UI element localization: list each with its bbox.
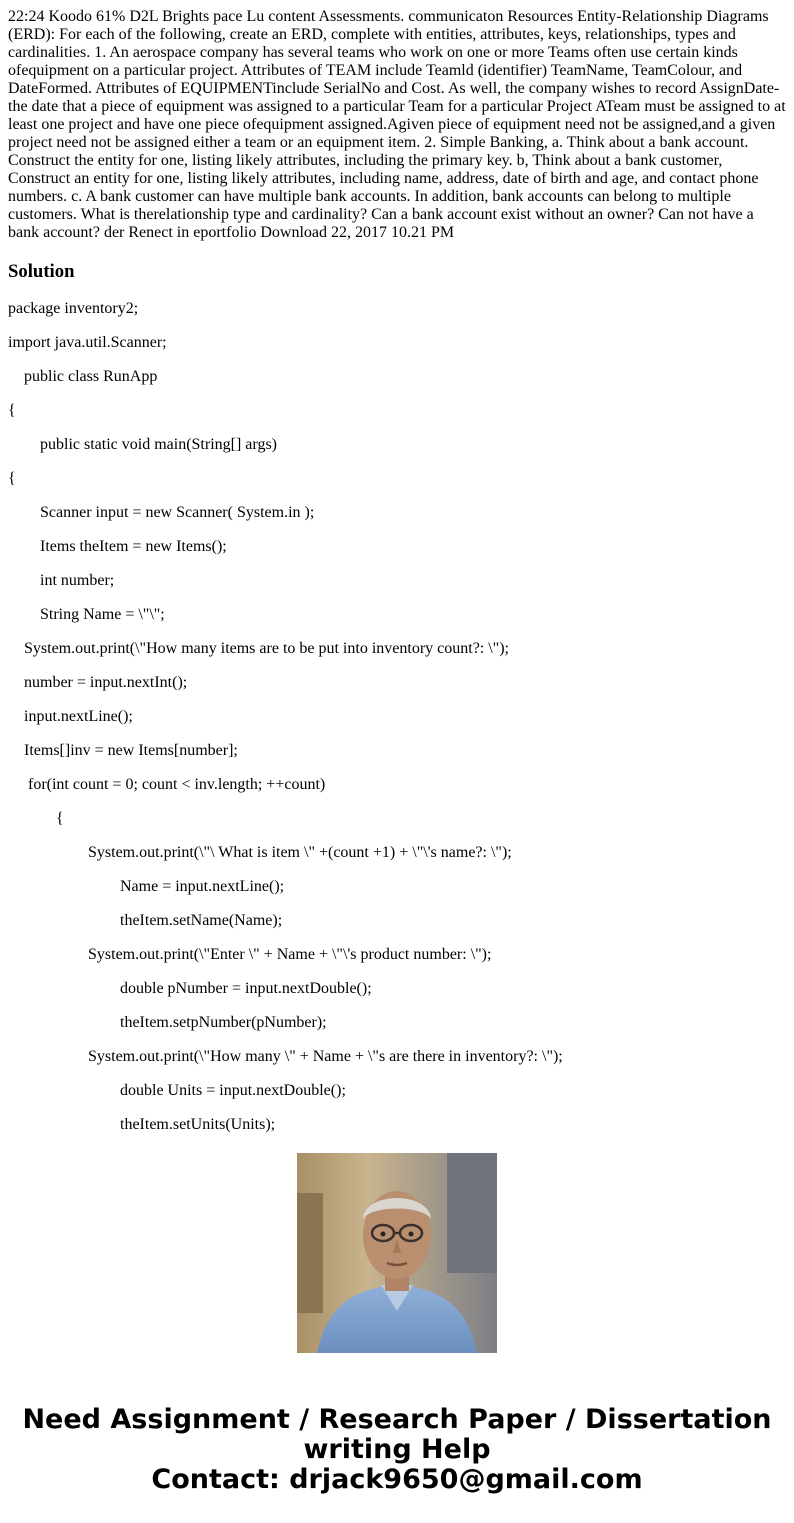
code-line: System.out.print(\"How many \" + Name + \"s are there in inventory?: \");: [88, 1048, 563, 1065]
code-line: String Name = \"\";: [40, 606, 165, 623]
code-line: {: [56, 810, 64, 827]
solution-code: [0, 300, 794, 1133]
code-line: double pNumber = input.nextDouble();: [120, 980, 372, 997]
promo-line-1: Need Assignment / Research Paper / Dissertation: [22, 1404, 772, 1435]
code-line: import java.util.Scanner;: [8, 334, 167, 351]
code-line: double Units = input.nextDouble();: [120, 1082, 346, 1099]
code-line: Name = input.nextLine();: [120, 878, 285, 895]
code-line: public static void main(String[] args): [40, 436, 277, 453]
promo-contact: Contact: drjack9650@gmail.com: [151, 1464, 643, 1495]
code-line: {: [8, 470, 16, 487]
code-line: int number;: [40, 572, 115, 589]
code-line: {: [8, 402, 16, 419]
code-line: for(int count = 0; count < inv.length; ++count): [28, 776, 326, 793]
code-line: System.out.print(\"Enter \" + Name + \"\'s product number: \");: [88, 946, 492, 963]
solution-heading: Solution: [8, 261, 75, 282]
code-line: System.out.print(\"\ What is item \" +(count +1) + \"\'s name?: \");: [88, 844, 512, 861]
code-line: Items[]inv = new Items[number];: [24, 742, 238, 759]
code-line: theItem.setName(Name);: [120, 912, 283, 929]
code-line: package inventory2;: [8, 300, 139, 317]
code-line: input.nextLine();: [24, 708, 133, 725]
promo-line-2: writing Help: [303, 1434, 491, 1465]
code-line: Scanner input = new Scanner( System.in );: [40, 504, 315, 521]
code-line: number = input.nextInt();: [24, 674, 188, 691]
portrait-image: [297, 1153, 497, 1353]
code-line: theItem.setUnits(Units);: [120, 1116, 276, 1133]
code-line: theItem.setpNumber(pNumber);: [120, 1014, 327, 1031]
code-line: System.out.print(\"How many items are to be put into inventory count?: \");: [24, 640, 509, 657]
author-photo: [297, 1153, 497, 1353]
code-line: Items theItem = new Items();: [40, 538, 227, 555]
code-line: public class RunApp: [24, 368, 158, 385]
question-text: 22:24 Koodo 61% D2L Brights pace Lu content Assessments. communicaton Resources Entity-Relationship Diagrams (ERD): For each of the following, create an ERD, complete with entities, attributes, keys, relationships, types and cardinalities. 1. An aerospace company has several teams who work on one or more Teams often use certain kinds ofequipment on a particular project. Attributes of TEAM include Teamld (identifier) TeamName, TeamColour, and DateFormed. Attributes of EQUIPMENTinclude SerialNo and Cost. As well, the company wishes to record AssignDate- the date that a piece of equipment was assigned to a particular Team for a particular Project ATeam must be assigned to at least one project and have one piece ofequipment assigned.Agiven piece of equipment need not be assigned,and a given project need not be assigned either a team or an equipment item. 2. Simple Banking, a. Think about a bank account. Construct the entity for one, listing likely attributes, including the primary key. b, Think about a bank customer, Construct an entity for one, listing likely attributes, including name, address, date of birth and age, and contact phone numbers. c. A bank customer can have multiple bank accounts. In addition, bank accounts can belong to multiple customers. What is therelationship type and cardinality? Can a bank account exist without an owner? Can not have a bank account? der Renect in eportfolio Download 22, 2017 10.21 PM: [8, 8, 786, 241]
